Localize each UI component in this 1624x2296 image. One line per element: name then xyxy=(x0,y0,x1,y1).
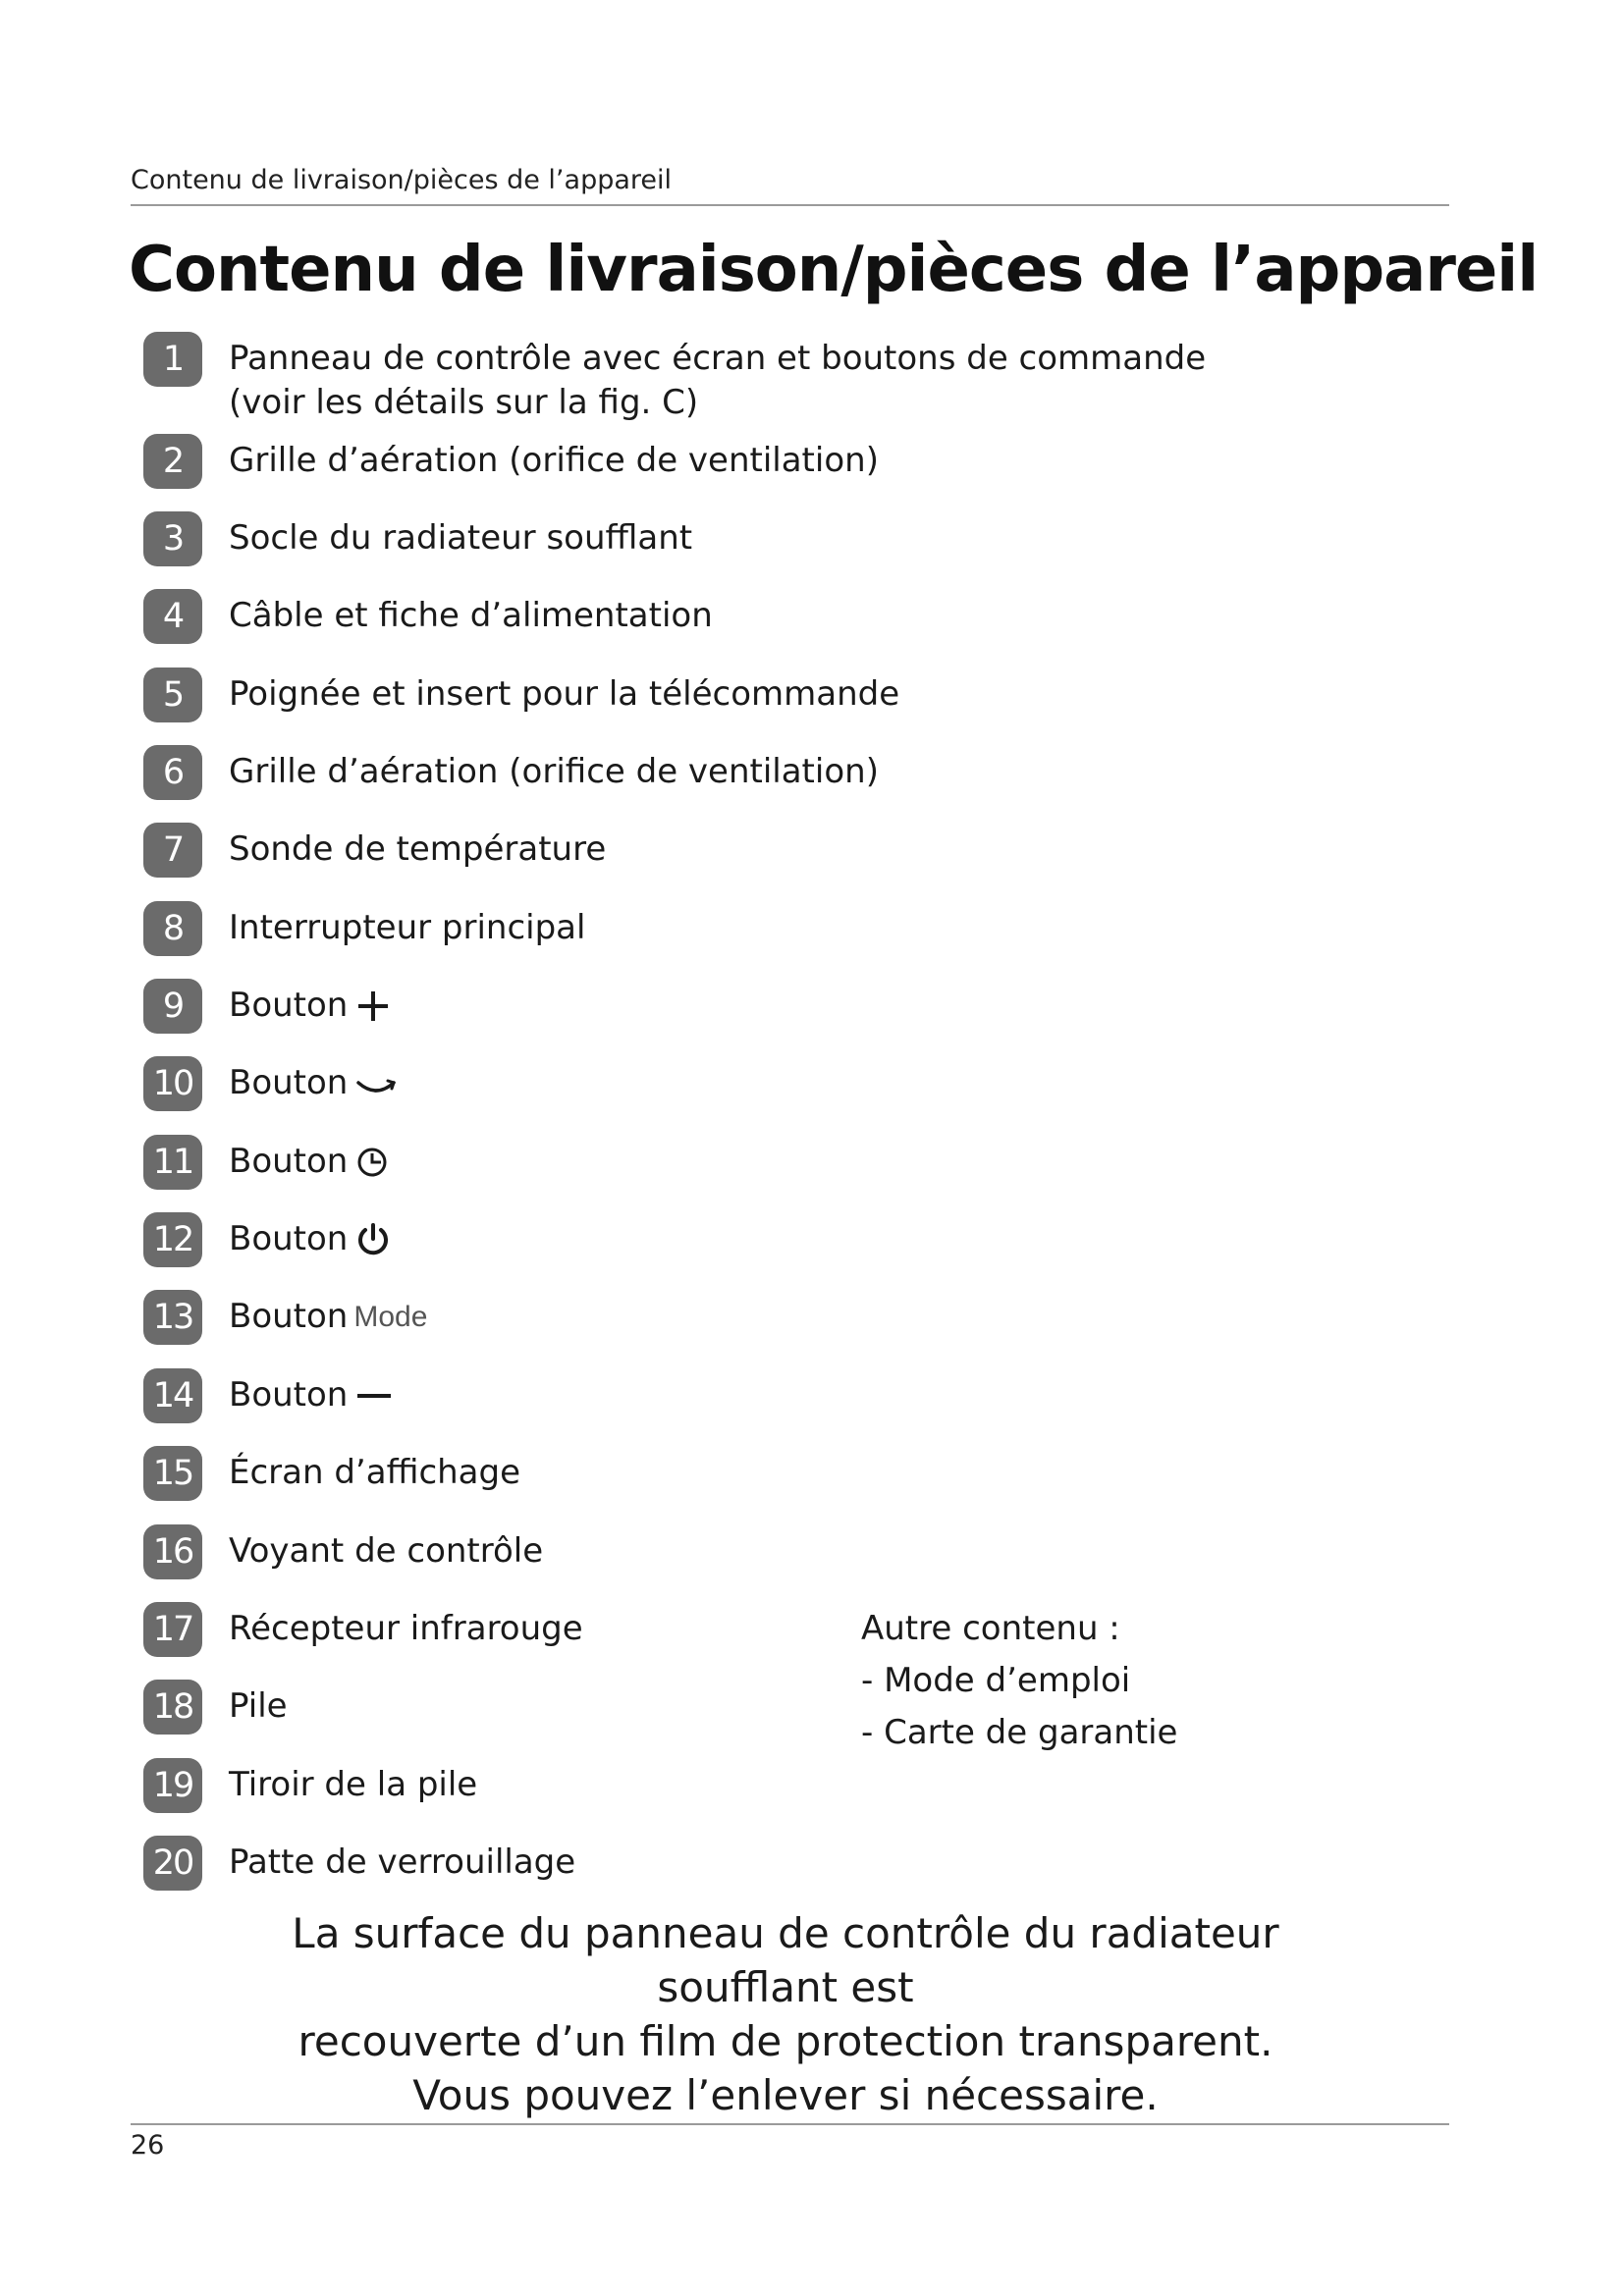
item-number-badge: 17 xyxy=(143,1602,202,1657)
item-number-badge: 6 xyxy=(143,745,202,800)
item-text: Récepteur infrarouge xyxy=(229,1609,583,1648)
list-item xyxy=(143,901,585,956)
list-item xyxy=(143,1056,397,1111)
item-text: Tiroir de la pile xyxy=(229,1765,478,1804)
protection-film-note xyxy=(196,1906,1375,2122)
item-text: Socle du radiateur soufflant xyxy=(229,518,693,558)
item-number-badge: 12 xyxy=(143,1212,202,1267)
item-text: Interrupteur principal xyxy=(229,908,586,947)
page-number: 26 xyxy=(131,2130,165,2161)
list-item xyxy=(143,1212,391,1267)
footer-rule xyxy=(131,2123,1449,2125)
item-text: Poignée et insert pour la télécommande xyxy=(229,674,900,714)
list-item xyxy=(143,1836,575,1891)
list-item xyxy=(143,1602,583,1657)
header-rule xyxy=(131,204,1449,206)
plus-icon xyxy=(355,988,391,1024)
item-label: Bouton xyxy=(229,1219,349,1258)
list-item xyxy=(143,979,391,1034)
item-number-badge: 14 xyxy=(143,1368,202,1423)
list-item xyxy=(143,1368,393,1423)
running-header: Contenu de livraison/pièces de l’appareil xyxy=(131,165,673,195)
item-number-badge: 3 xyxy=(143,511,202,566)
item-label: Bouton xyxy=(229,1063,349,1102)
item-text: Grille d’aération (orifice de ventilation) xyxy=(229,752,879,791)
mode-label: Mode xyxy=(353,1301,428,1333)
item-text: Pile xyxy=(229,1686,288,1726)
list-item xyxy=(143,745,879,800)
item-text-line: Panneau de contrôle avec écran et boutons de commande xyxy=(229,339,1207,378)
list-item xyxy=(143,434,879,489)
other-contents-item: - Mode d’emploi xyxy=(861,1661,1131,1700)
item-text xyxy=(229,979,391,1028)
other-contents-item: - Carte de garantie xyxy=(861,1713,1178,1752)
item-number-badge: 11 xyxy=(143,1135,202,1190)
list-item xyxy=(143,511,692,566)
note-line: Vous pouvez l’enlever si nécessaire. xyxy=(412,2071,1159,2119)
swing-icon xyxy=(355,1069,397,1098)
item-text xyxy=(229,1212,391,1261)
item-number-badge: 8 xyxy=(143,901,202,956)
item-text xyxy=(229,1135,389,1184)
item-text: Câble et fiche d’alimentation xyxy=(229,596,713,635)
item-number-badge: 19 xyxy=(143,1758,202,1813)
list-item xyxy=(143,589,713,644)
item-number-badge: 13 xyxy=(143,1290,202,1345)
other-contents-heading: Autre contenu : xyxy=(861,1609,1120,1648)
item-number-badge: 4 xyxy=(143,589,202,644)
list-item xyxy=(143,1524,543,1579)
item-text xyxy=(229,332,1206,425)
list-item xyxy=(143,1446,520,1501)
minus-icon xyxy=(355,1386,393,1406)
item-number-badge: 9 xyxy=(143,979,202,1034)
item-label: Bouton xyxy=(229,1142,349,1181)
item-number-badge: 10 xyxy=(143,1056,202,1111)
item-text xyxy=(229,1056,397,1105)
item-number-badge: 5 xyxy=(143,667,202,722)
item-text: Patte de verrouillage xyxy=(229,1842,576,1882)
item-number-badge: 20 xyxy=(143,1836,202,1891)
item-label: Bouton xyxy=(229,1375,349,1415)
item-number-badge: 2 xyxy=(143,434,202,489)
list-item xyxy=(143,1680,288,1735)
item-text xyxy=(229,1368,393,1417)
note-line: La surface du panneau de contrôle du radiateur soufflant est xyxy=(292,1909,1279,2011)
item-text xyxy=(229,1290,427,1339)
item-text: Voyant de contrôle xyxy=(229,1531,544,1571)
list-item xyxy=(143,823,606,878)
list-item xyxy=(143,1758,477,1813)
item-label: Bouton xyxy=(229,1297,349,1336)
item-text: Écran d’affichage xyxy=(229,1453,521,1492)
note-line: recouverte d’un film de protection transparent. xyxy=(298,2017,1273,2065)
other-contents xyxy=(861,1603,1177,1759)
list-item xyxy=(143,1135,389,1190)
item-number-badge: 15 xyxy=(143,1446,202,1501)
item-number-badge: 18 xyxy=(143,1680,202,1735)
item-number-badge: 1 xyxy=(143,332,202,387)
list-item xyxy=(143,1290,427,1345)
list-item xyxy=(143,332,1206,425)
timer-icon xyxy=(355,1146,389,1179)
item-label: Bouton xyxy=(229,986,349,1025)
power-icon xyxy=(355,1221,391,1258)
item-text: Sonde de température xyxy=(229,829,607,869)
page-title: Contenu de livraison/pièces de l’appareil xyxy=(129,234,1539,306)
item-number-badge: 16 xyxy=(143,1524,202,1579)
item-number-badge: 7 xyxy=(143,823,202,878)
list-item xyxy=(143,667,899,722)
item-text: Grille d’aération (orifice de ventilation) xyxy=(229,441,879,480)
item-text-line: (voir les détails sur la fig. C) xyxy=(229,383,699,422)
